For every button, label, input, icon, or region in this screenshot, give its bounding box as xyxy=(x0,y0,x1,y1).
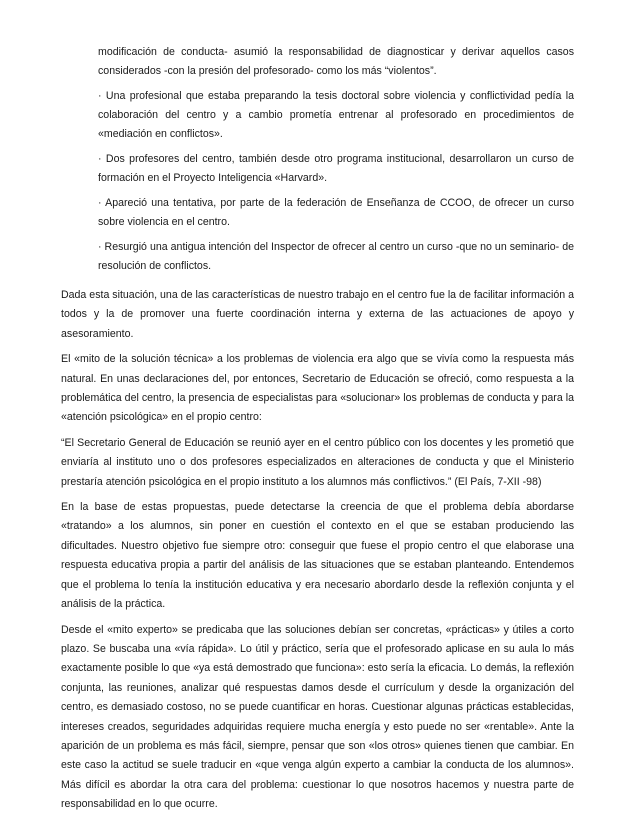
bullet-item: · Dos profesores del centro, también desde otro programa institucional, desarrollaron un curso de formación en el Proyecto Inteligencia «Harvard». xyxy=(98,153,574,184)
paragraph: Desde el «mito experto» se predicaba que las soluciones debían ser concretas, «prácticas» y útiles a corto plazo. Se buscaba una «vía rápida». Lo útil y práctico, sería que el profesorado aplicase en su aula lo más exactamente posible lo que «ya está demostrado que funciona»: esto sería la eficacia. Lo demás, la reflexión conjunta, las reuniones, analizar qué respuestas damos desde el currículum y desde la organización del centro, es demasiado costoso, no se puede cuantificar en horas. Cuestionar algunas prácticas establecidas, intereses creados, seguridades adquiridas requiere mucha energía y esto puede no ser «rentable». Ante la aparición de un problema es más fácil, siempre, pensar que son «los otros» quienes tienen que cambiar. En este caso la actitud se suele traducir en «que venga algún experto a cambiar la conducta de los alumnos». Más difícil es abordar la otra cara del problema: cuestionar lo que nosotros hacemos y nuestra parte de responsabilidad en lo que ocurre. xyxy=(61,623,574,811)
paragraph: El «mito de la solución técnica» a los problemas de violencia era algo que se vivía como la respuesta más natural. En unas declaraciones del, por entonces, Secretario de Educación se ofreció, como respuesta a la problemática del centro, la presencia de especialistas para «solucionar» los problemas de conducta y para la «atención psicológica» en el propio centro: xyxy=(61,353,574,424)
bullet-item: · Una profesional que estaba preparando la tesis doctoral sobre violencia y conflictividad pedía la colaboración del centro y a cambio prometía entrenar al profesorado en procedimientos de «mediación en conflictos». xyxy=(98,90,574,140)
bullet-item: · Apareció una tentativa, por parte de la federación de Enseñanza de CCOO, de ofrecer un curso sobre violencia en el centro. xyxy=(98,197,574,228)
bullet-list xyxy=(98,43,574,282)
paragraph: En la base de estas propuestas, puede detectarse la creencia de que el problema debía abordarse «tratando» a los alumnos, sin poner en cuestión el contexto en el que se estaban produciendo las dificultades. Nuestro objetivo fue siempre otro: conseguir que fuese el propio centro el que elaborase una respuesta educativa propia a partir del análisis de las situaciones que se estaban planteando. Entendemos que el problema lo tenía la institución educativa y era necesario abordarlo desde la reflexión conjunta y el análisis de la práctica. xyxy=(61,501,574,611)
body-text xyxy=(61,286,574,821)
paragraph: Dada esta situación, una de las características de nuestro trabajo en el centro fue la de facilitar información a todos y la de promover una fuerte coordinación interna y externa de las actuaciones de apoyo y asesoramiento. xyxy=(61,289,574,340)
quote-paragraph: “El Secretario General de Educación se reunió ayer en el centro público con los docentes y les prometió que enviaría al instituto uno o dos profesores especializados en alteraciones de conducta y que el Ministerio prestaría atención psicológica en el propio instituto a los alumnos más conflictivos.” (El País, 7-XII -98) xyxy=(61,436,574,488)
bullet-item: modificación de conducta- asumió la responsabilidad de diagnosticar y derivar aquellos casos considerados -con la presión del profesorado- como los más “violentos”. xyxy=(98,46,574,77)
bullet-item: · Resurgió una antigua intención del Inspector de ofrecer al centro un curso -que no un seminario- de resolución de conflictos. xyxy=(98,241,574,272)
